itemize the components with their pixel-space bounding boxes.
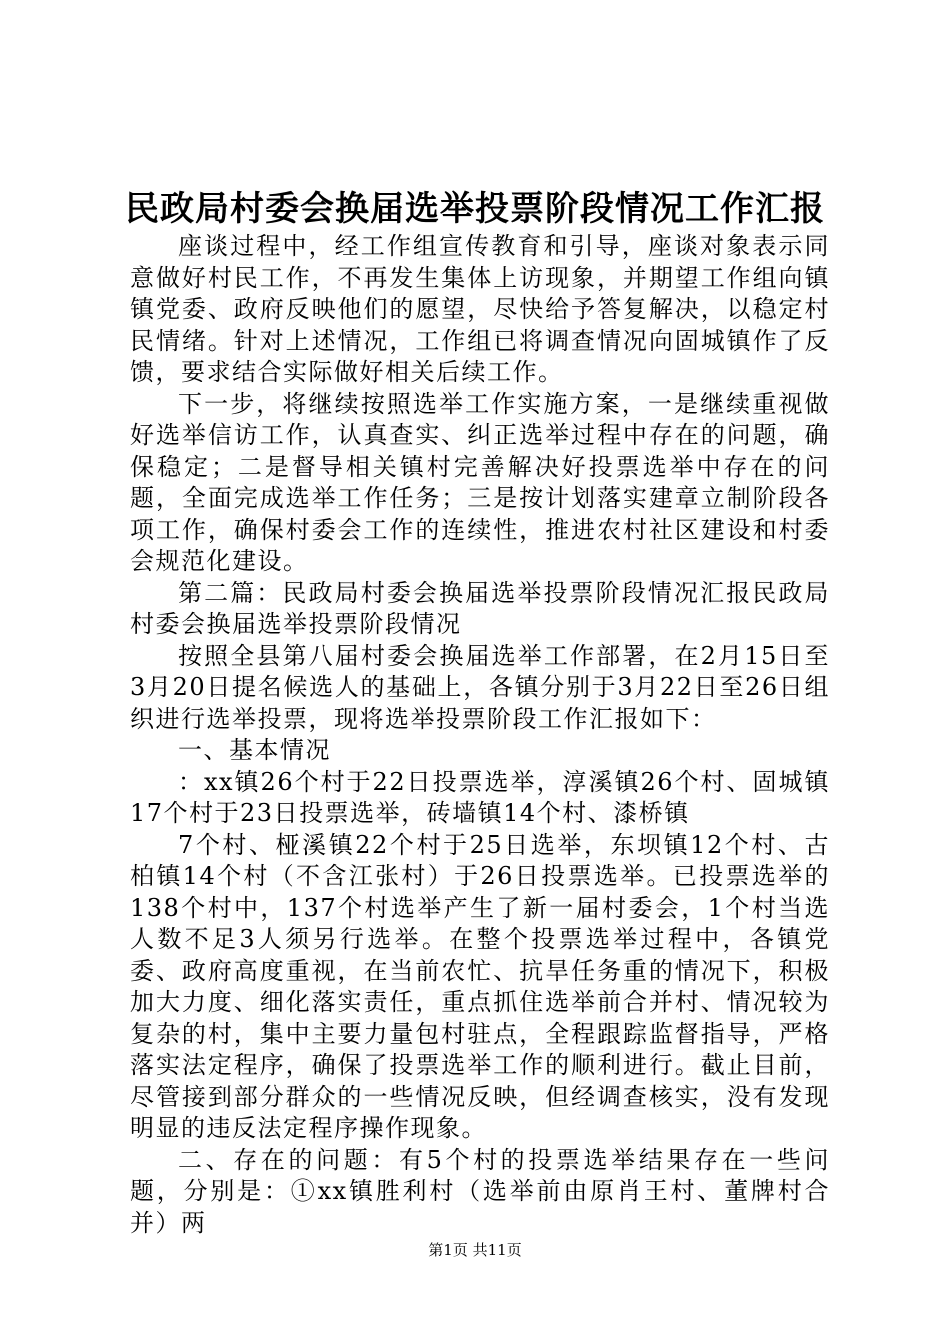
paragraph: ：xx镇26个村于22日投票选举，淳溪镇26个村、固城镇17个村于23日投票选举，砖墙镇14个村、漆桥镇 <box>130 767 830 827</box>
document-title: 民政局村委会换届选举投票阶段情况工作汇报 <box>125 189 825 229</box>
paragraph: 座谈过程中，经工作组宣传教育和引导，座谈对象表示同意做好村民工作，不再发生集体上访现象，并期望工作组向镇镇党委、政府反映他们的愿望，尽快给予答复解决，以稳定村民情绪。针对上述情况，工作组已将调查情况向固城镇作了反馈，要求结合实际做好相关后续工作。 <box>130 232 830 386</box>
paragraph: 二、存在的问题：有5个村的投票选举结果存在一些问题，分别是：①xx镇胜利村（选举前由原肖王村、董牌村合并）两 <box>130 1145 830 1237</box>
document-body <box>130 231 830 1239</box>
section-heading: 一、基本情况 <box>178 736 331 764</box>
paragraph: 下一步，将继续按照选举工作实施方案，一是继续重视做好选举信访工作，认真查实、纠正选举过程中存在的问题，确保稳定；二是督导相关镇村完善解决好投票选举中存在的问题，全面完成选举工作任务；三是按计划落实建章立制阶段各项工作，确保村委会工作的连续性，推进农村社区建设和村委会规范化建设。 <box>130 389 830 575</box>
paragraph: 第二篇：民政局村委会换届选举投票阶段情况汇报民政局村委会换届选举投票阶段情况 <box>130 578 830 638</box>
page-number-footer: 第1页 共11页 <box>428 1241 522 1259</box>
paragraph: 按照全县第八届村委会换届选举工作部署，在2月15日至3月20日提名候选人的基础上，各镇分别于3月22日至26日组织进行选举投票，现将选举投票阶段工作汇报如下： <box>130 641 830 733</box>
paragraph: 7个村、桠溪镇22个村于25日选举，东坝镇12个村、古柏镇14个村（不含江张村）于26日投票选举。已投票选举的138个村中，137个村选举产生了新一届村委会，1个村当选人数不足3人须另行选举。在整个投票选举过程中，各镇党委、政府高度重视，在当前农忙、抗旱任务重的情况下，积极加大力度、细化落实责任，重点抓住选举前合并村、情况较为复杂的村，集中主要力量包村驻点，全程跟踪监督指导，严格落实法定程序，确保了投票选举工作的顺利进行。截止目前，尽管接到部分群众的一些情况反映，但经调查核实，没有发现明显的违反法定程序操作现象。 <box>130 830 830 1142</box>
